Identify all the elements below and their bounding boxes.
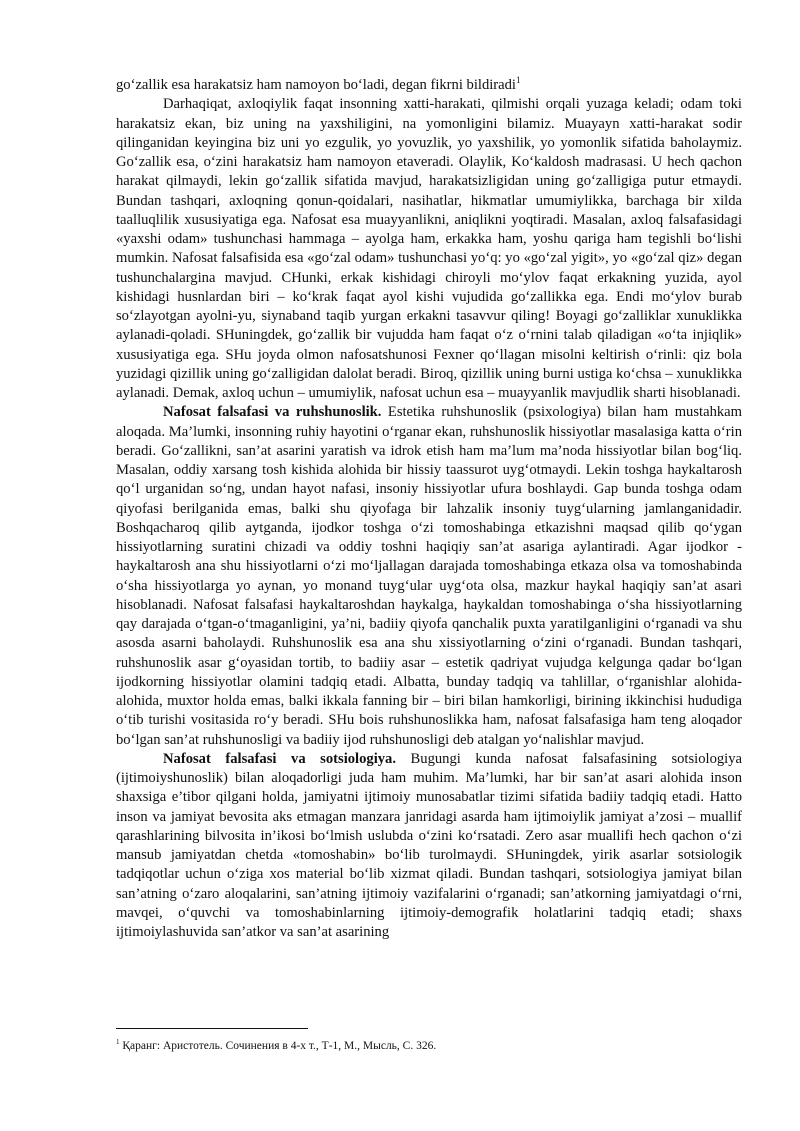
paragraph-continuation — [116, 76, 742, 95]
section-heading-ruhshunoslik: Nafosat falsafasi va ruhshunoslik. — [163, 404, 382, 421]
paragraph-ruhshunoslik — [116, 403, 742, 750]
section-heading-sotsiologiya: Nafosat falsafasi va sotsiologiya. — [163, 750, 396, 767]
paragraph-text: Estetika ruhshunoslik (psixologiya) bilan ham mustahkam aloqada. Ma’lumki, insonning ruhiy hayotini o‘rganar ekan, ruhshunoslik hissiyotlar masalasiga katta o‘rin beradi. Go‘zallikni, san’at asarini yaratish va idrok etish ham ma’lum ma’noda hissiyotlar bilan bog‘liq. Masalan, oddiy xarsang tosh kishida alohida bir hissiy taassurot uyg‘otmaydi. Lekin toshga haykaltarosh qo‘l urganidan so‘ng, undan hayot nafasi, insoniy hissiyotlar ufura boshlaydi. Gap bunda toshga odam qiyofasi berilganida emas, balki shu qiyofaga bir lahzalik insoniy tuyg‘ularning jamlanganidadir. Boshqacharoq qilib aytganda, ijodkor toshga o‘zi tomoshabinga etkazishni maqsad qilib qo‘ygan hissiyotlarning suratini chizadi va oddiy toshni haqiqiy san’at asariga aylantiradi. Agar ijodkor - haykaltarosh ana shu hissiyotlarni o‘zi mo‘ljallagan darajada tomoshabinga etkaza olsa va tomoshabinda o‘sha hissiyotlarga yo aynan, yo monand tuyg‘ular uyg‘ota olsa, mazkur haykal haqiqiy san’at asari hisoblanadi. Nafosat falsafasi haykaltaroshdan haykalga, haykaldan tomoshabinga o‘sha hissiyotlarning qay darajada o‘tgan-o‘tmaganligini, ya’ni, badiiy qiyofa qanchalik puxta yaratilganligini o‘rganadi va shu asosda asarni baholaydi. Ruhshunoslik esa ana shu xissiyotlarning o‘zini o‘rganadi. Bundan tashqari, ruhshunoslik asar g‘oyasidan tortib, to badiiy asar – estetik qadriyat vujudga kelgunga qadar bo‘lgan ijodkorning hissiyotlar olamini tadqiq etadi. Albatta, bunday tadqiq va tahlillar, o‘rganishlar alohida-alohida, muxtor holda emas, balki ikkala fanning bir – biri bilan hamkorligi, birining ikkinchisi hududiga o‘tib turishi vositasida ro‘y beradi. SHu bois ruhshunoslikka ham, nafosat falsafasiga ham teng aloqador bo‘lgan san’at ruhshunosligi va badiiy ijod ruhshunosligi deb atalgan yo‘nalishlar mavjud. — [116, 404, 742, 748]
paragraph-text: go‘zallik esa harakatsiz ham namoyon bo‘ladi, degan fikrni bildiradi — [116, 77, 516, 93]
paragraph-text: Bugungi kunda nafosat falsafasining sotsiologiya (ijtimoiyshunoslik) bilan aloqadorligi juda ham muhim. Ma’lumki, har bir san’at asari alohida inson shaxsiga e’tibor qilgani holda, jamiyatni ijtimoiy munosabatlar tizimi sifatida badiiy tadqiq etadi. Hatto inson va jamiyat bevosita aks etmagan manzara janridagi asarda ham ijtimoiylik jamiyat a’zosi – muallif qarashlarining bilvosita in’ikosi bo‘lmish uslubda o‘zini ko‘rsatadi. Zero asar muallifi hech qachon o‘zi mansub jamiyatdan chetda «tomoshabin» bo‘lib turolmaydi. SHuningdek, yirik asarlar sotsiologik tadqiqotlar uchun o‘ziga xos material bo‘lib xizmat qiladi. Bundan tashqari, sotsiologiya jamiyat bilan san’atning o‘zaro aloqalarini, san’atning ijtimoiy vazifalarini o‘rganadi; san’atkorning jamiyatdagi o‘rni, mavqei, o‘quvchi va tomoshabinlarning ijtimoiy-demografik holatlarini tadqiq etadi; shaxs ijtimoiylashuvida san’atkor va san’at asarining — [116, 750, 742, 940]
document-body — [116, 76, 742, 942]
footnote-number: 1 — [116, 1038, 120, 1047]
footnote-text: Қаранг: Аристотель. Сочинения в 4-х т., Т-1, М., Мысль, С. 326. — [119, 1040, 437, 1052]
footnote-separator — [116, 1028, 308, 1029]
footnote — [116, 1039, 742, 1054]
footnote-ref[interactable]: 1 — [515, 75, 521, 86]
paragraph-axloq: Darhaqiqat, axloqiylik faqat insonning xatti-harakati, qilmishi orqali yuzaga keladi; odam toki harakatsiz ekan, biz uning na yaxshiligini, na yomonligini bilamiz. Muayayn xatti-harakat sodir qilinganidan keyingina biz uni yo ezgulik, yo yovuzlik, yo yaxshilik, yo yomonlik sifatida baholaymiz. Go‘zallik esa, o‘zini harakatsiz ham namoyon etaveradi. Olaylik, Ko‘kaldosh madrasasi. U hech qachon harakat qilmaydi, lekin go‘zallik sifatida mavjud, harakatsizligidan uning go‘zalligiga putur etmaydi. Bundan tashqari, axloqning qonun-qoidalari, nasihatlar, hikmatlar umumiylikka, barchaga bir xilda taalluqlilik xususiyatiga ega. Nafosat esa muayyanlikni, aniqlikni yoqtiradi. Masalan, axloq falsafasidagi «yaxshi odam» tushunchasi hammaga – ayolga ham, erkakka ham, yoshu qariga ham tegishli bo‘lishi mumkin. Nafosat falsafisida esa «go‘zal odam» tushunchasi yo‘q: yo «go‘zal yigit», yo «go‘zal qiz» degan tushunchalargina mavjud. CHunki, erkak kishidagi chiroyli mo‘ylov faqat erkakning yuzida, ayol kishidagi husnlardan biri – ko‘krak faqat ayol kishi vujudida go‘zallikka ega. Endi mo‘ylov burab so‘zlayotgan ayolni-yu, siynaband taqib yurgan erkakni tasavvur qiling! Boyagi go‘zalliklar xunuklikka aylanadi-qoladi. SHuningdek, go‘zallik bir vujudda ham faqat o‘z o‘rnini talab qiladigan «o‘ta injiqlik» xususiyatiga ega. SHu joyda olmon nafosatshunosi Fexner qo‘llagan misolni keltirish o‘rinli: qiz bola yuzidagi qizillik uning go‘zalligidan dalolat beradi. Biroq, qizillik uning burni ustiga ko‘chsa – xunuklikka aylanadi. Demak, axloq uchun – umumiylik, nafosat uchun esa – muayyanlik mavjudlik sharti hisoblanadi. — [116, 96, 742, 401]
paragraph-sotsiologiya — [116, 750, 742, 943]
